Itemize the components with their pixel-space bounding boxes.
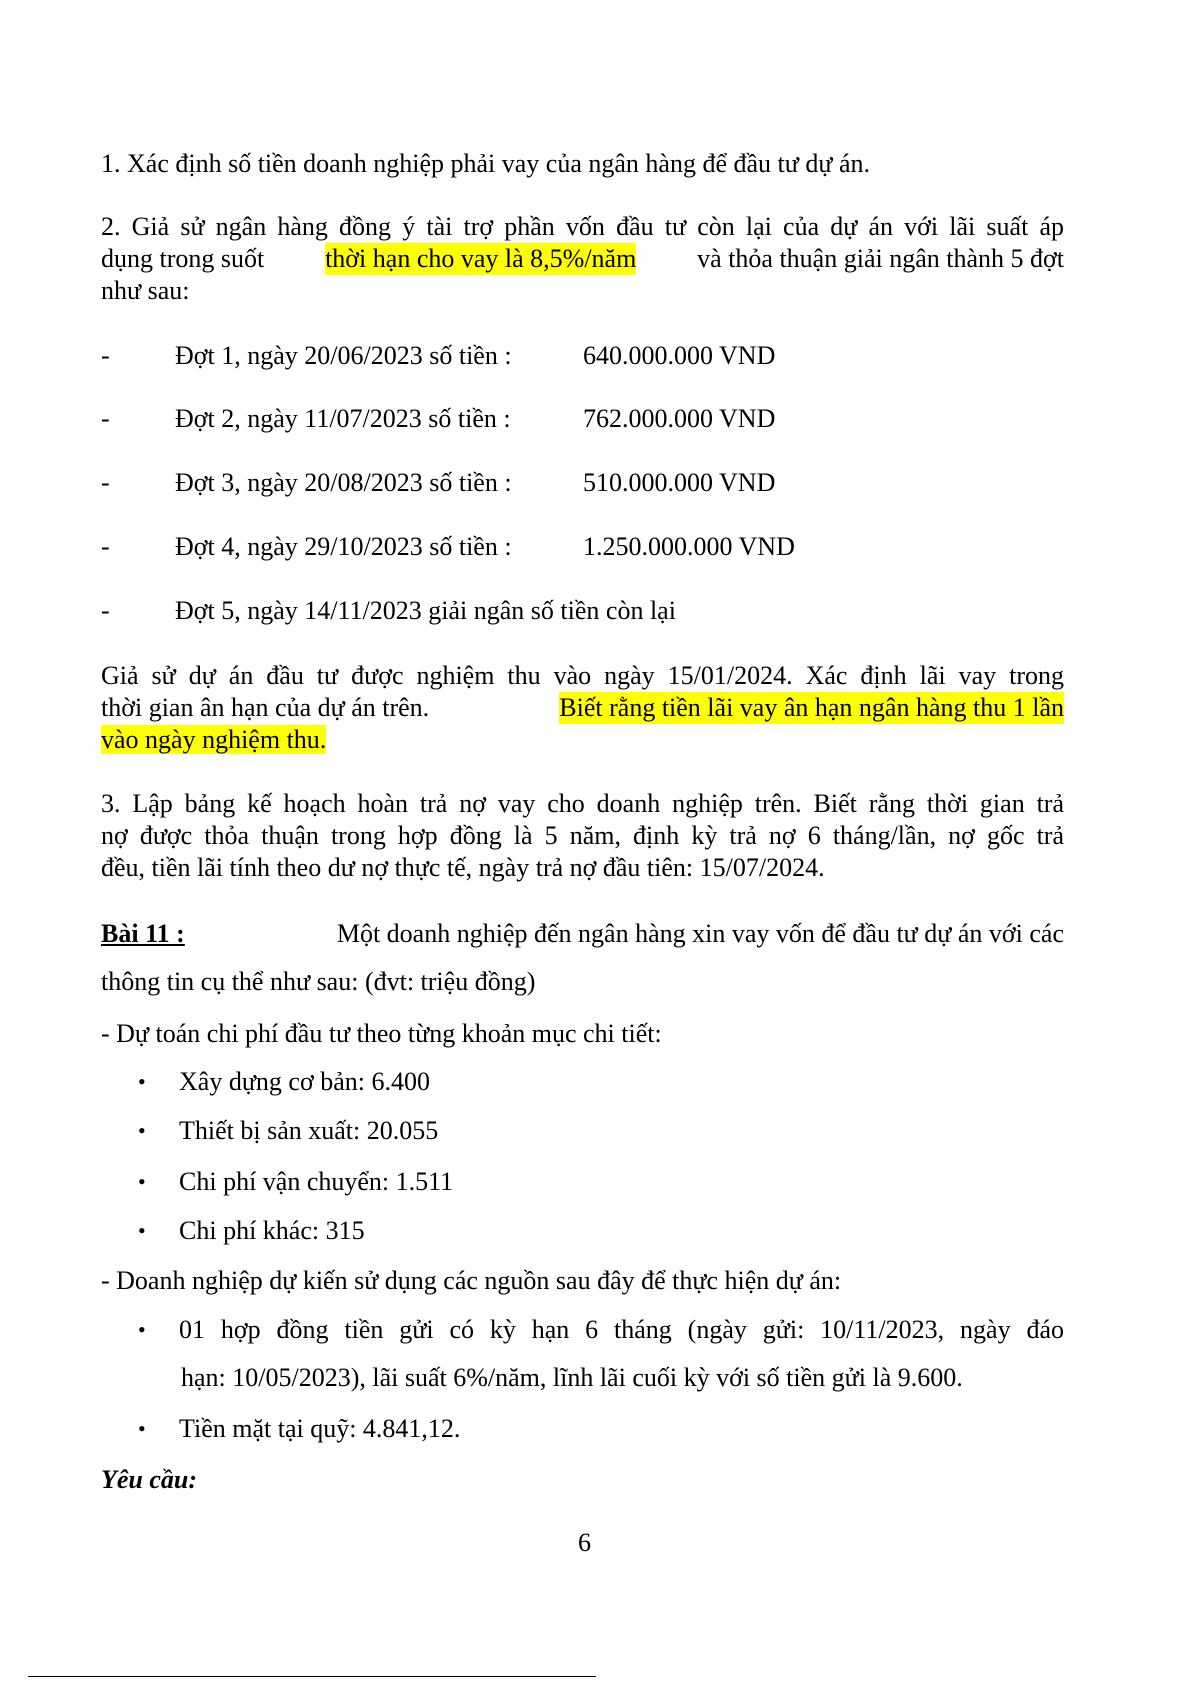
assume-line-1: Giả sử dự án đầu tư được nghiệm thu vào ngày 15/01/2024. Xác định lãi vay trong: [101, 661, 1064, 690]
bai11-title: Bài 11 :: [101, 919, 185, 948]
requirement-heading: Yêu cầu:: [101, 1465, 198, 1494]
question-2-line-1: 2. Giả sử ngân hàng đồng ý tài trợ phần vốn đầu tư còn lại của dự án với lãi suất áp: [101, 212, 1064, 241]
source-item-1-line-1: 01 hợp đồng tiền gửi có kỳ hạn 6 tháng (ngày gửi: 10/11/2023, ngày đáo: [179, 1315, 1064, 1344]
bullet-icon: •: [138, 1416, 146, 1441]
assume-line-2: [101, 692, 1064, 724]
bullet-icon: •: [138, 1317, 146, 1342]
disbursement-label: Đợt 3, ngày 20/08/2023 số tiền :: [175, 468, 512, 497]
disbursement-label: Đợt 2, ngày 11/07/2023 số tiền :: [175, 404, 511, 433]
bai11-line-2: thông tin cụ thể như sau: (đvt: triệu đồng): [101, 967, 536, 996]
assume-highlight-2: vào ngày nghiệm thu.: [101, 725, 327, 754]
question-1: 1. Xác định số tiền doanh nghiệp phải vay của ngân hàng để đầu tư dự án.: [101, 149, 870, 178]
disbursement-label: Đợt 1, ngày 20/06/2023 số tiền :: [175, 341, 512, 370]
dash-marker: -: [101, 404, 110, 433]
dash-marker: -: [101, 532, 110, 561]
assume-highlight: Biết rằng tiền lãi vay ân hạn ngân hàng thu 1 lần: [559, 693, 1064, 722]
assume-line-3: [101, 724, 326, 756]
sources-heading: - Doanh nghiệp dự kiến sử dụng các nguồn sau đây để thực hiện dự án:: [101, 1266, 842, 1295]
disbursement-label: Đợt 4, ngày 29/10/2023 số tiền :: [175, 532, 512, 561]
page-number: 6: [578, 1528, 591, 1557]
dash-marker: -: [101, 341, 110, 370]
bai11-intro: Một doanh nghiệp đến ngân hàng xin vay vốn để đầu tư dự án với các: [336, 919, 1064, 948]
bullet-icon: •: [138, 1218, 146, 1243]
cost-item: Thiết bị sản xuất: 20.055: [179, 1116, 439, 1145]
assume-text-pre: thời gian ân hạn của dự án trên.: [101, 693, 430, 722]
source-item-2: Tiền mặt tại quỹ: 4.841,12.: [179, 1414, 461, 1443]
question-3-line-3: đều, tiền lãi tính theo dư nợ thực tế, ngày trả nợ đầu tiên: 15/07/2024.: [101, 853, 825, 882]
bullet-icon: •: [138, 1069, 146, 1094]
footer-divider: [28, 1676, 596, 1677]
cost-item: Xây dựng cơ bản: 6.400: [179, 1067, 430, 1096]
disbursement-amount: 640.000.000 VND: [583, 341, 776, 370]
disbursement-amount: 1.250.000.000 VND: [583, 532, 795, 561]
bullet-icon: •: [138, 1118, 146, 1143]
disbursement-amount: 510.000.000 VND: [583, 468, 776, 497]
q2-highlight: thời hạn cho vay là 8,5%/năm: [325, 244, 637, 273]
disbursement-amount: 762.000.000 VND: [583, 404, 776, 433]
dash-marker: -: [101, 596, 110, 625]
q2-text-post: và thỏa thuận giải ngân thành 5 đợt: [697, 244, 1064, 273]
bullet-icon: •: [138, 1169, 146, 1194]
costs-heading: - Dự toán chi phí đầu tư theo từng khoản mục chi tiết:: [101, 1019, 662, 1048]
cost-item: Chi phí khác: 315: [179, 1216, 365, 1245]
question-3-line-1: 3. Lập bảng kế hoạch hoàn trả nợ vay cho doanh nghiệp trên. Biết rằng thời gian trả: [101, 789, 1064, 818]
question-2-line-3: như sau:: [101, 276, 190, 305]
question-2-line-2: [101, 243, 1064, 275]
source-item-1-line-2: hạn: 10/05/2023), lãi suất 6%/năm, lĩnh lãi cuối kỳ với số tiền gửi là 9.600.: [181, 1363, 963, 1392]
bai11-line-1: [101, 918, 1064, 950]
dash-marker: -: [101, 468, 110, 497]
question-3-line-2: nợ được thỏa thuận trong hợp đồng là 5 năm, định kỳ trả nợ 6 tháng/lần, nợ gốc trả: [101, 821, 1064, 850]
disbursement-label: Đợt 5, ngày 14/11/2023 giải ngân số tiền còn lại: [175, 596, 676, 625]
cost-item: Chi phí vận chuyển: 1.511: [179, 1167, 454, 1196]
q2-text-pre: dụng trong suốt: [101, 244, 265, 273]
